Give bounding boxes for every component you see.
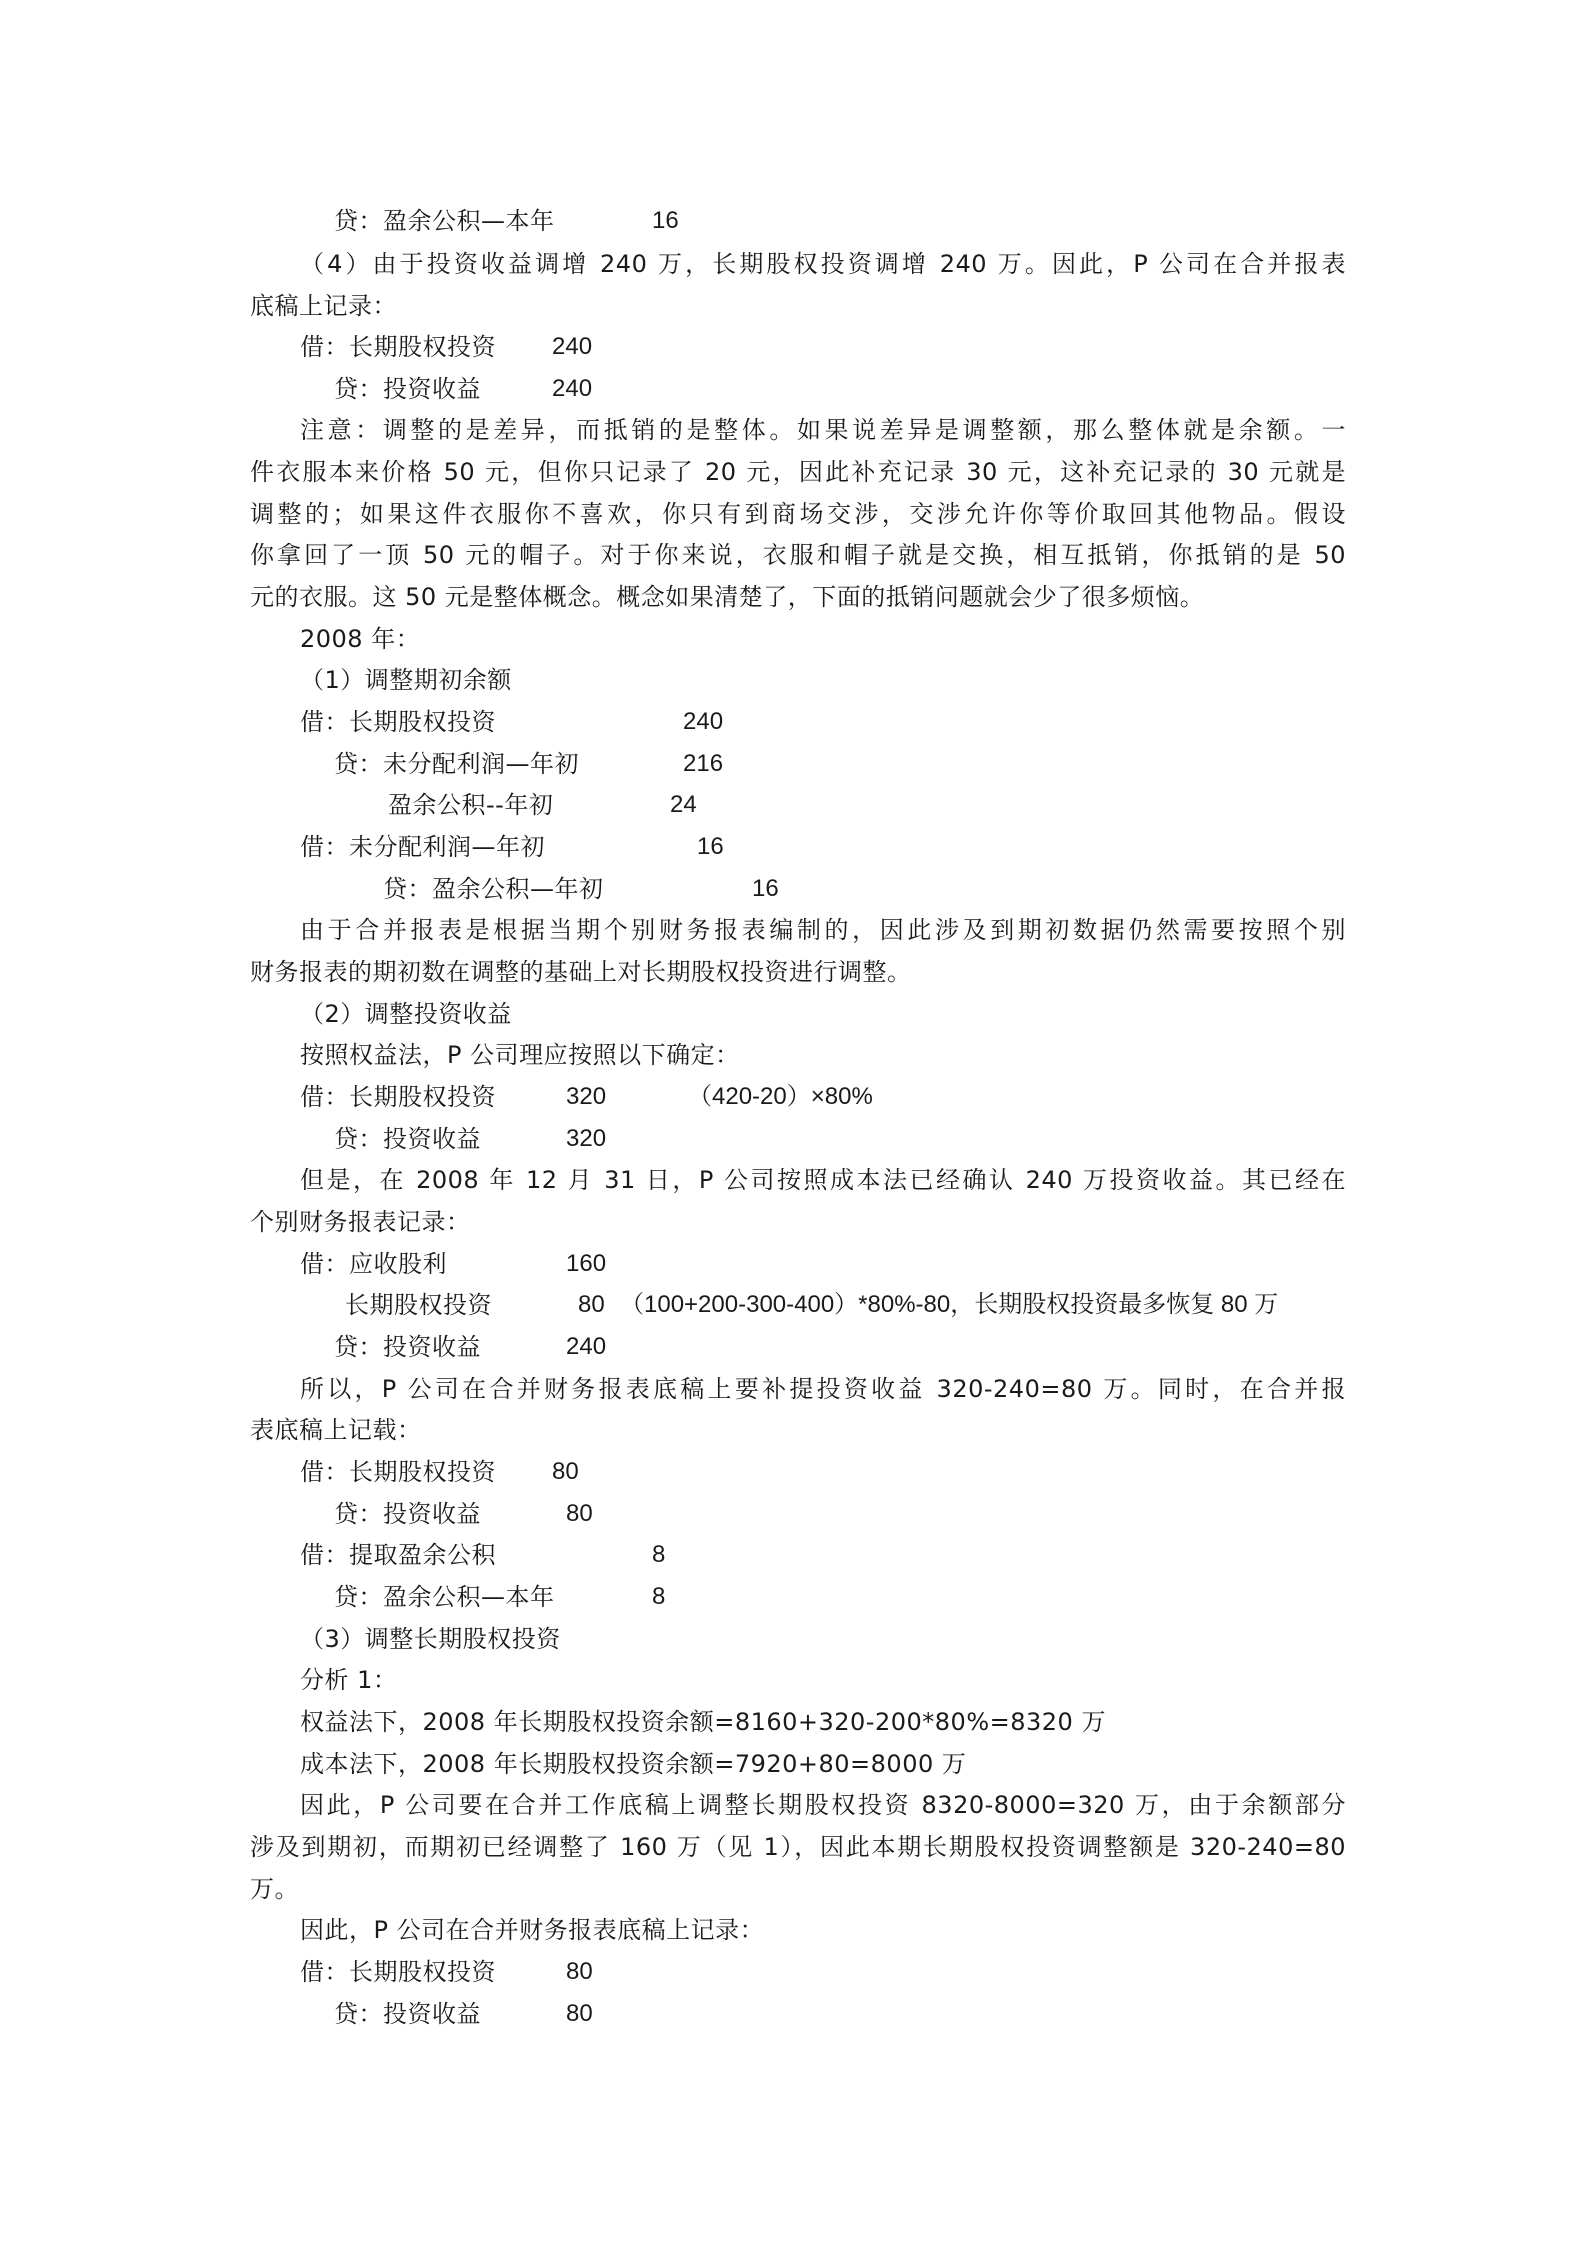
journal-debit-line: 借：长期股权投资	[300, 1458, 496, 1486]
journal-debit-line: 借：长期股权投资	[300, 1083, 496, 1111]
paragraph-line: 因此，P 公司在合并财务报表底稿上记录：	[300, 1916, 765, 1944]
journal-debit-line: 借：应收股利	[300, 1250, 447, 1278]
paragraph-line: 财务报表的期初数在调整的基础上对长期股权投资进行调整。	[250, 958, 912, 986]
paragraph-line: 所以，P 公司在合并财务报表底稿上要补提投资收益 320-240=80 万。同时，在合并报	[300, 1375, 1346, 1403]
journal-note: （100+200-300-400）*80%-80，长期股权投资最多恢复 80 万	[620, 1291, 1279, 1318]
section-heading: （2）调整投资收益	[300, 1000, 512, 1028]
paragraph-line: 按照权益法，P 公司理应按照以下确定：	[300, 1041, 740, 1069]
journal-amount: 80	[552, 1458, 579, 1485]
paragraph-line: 由于合并报表是根据当期个别财务报表编制的，因此涉及到期初数据仍然需要按照个别	[300, 916, 1346, 944]
paragraph-line: 权益法下，2008 年长期股权投资余额=8160+320-200*80%=8320 万	[300, 1708, 1106, 1736]
paragraph-line: 你拿回了一顶 50 元的帽子。对于你来说，衣服和帽子就是交换，相互抵销，你抵销的是 50	[250, 541, 1346, 569]
journal-amount: 80	[566, 1958, 593, 1985]
journal-amount: 320	[566, 1083, 607, 1110]
journal-debit-line: 长期股权投资	[345, 1291, 492, 1319]
journal-amount: 80	[578, 1291, 605, 1318]
journal-credit-line: 贷：未分配利润—年初	[334, 750, 579, 778]
journal-amount: 24	[670, 791, 697, 818]
paragraph-line: 成本法下，2008 年长期股权投资余额=7920+80=8000 万	[300, 1750, 967, 1778]
journal-amount: 160	[566, 1250, 607, 1277]
journal-credit-line: 贷：投资收益	[334, 375, 481, 403]
paragraph-line: 涉及到期初，而期初已经调整了 160 万（见 1），因此本期长期股权投资调整额是 320-240=80	[250, 1833, 1346, 1861]
journal-credit-line: 贷：投资收益	[334, 1125, 481, 1153]
journal-credit-line: 贷：盈余公积—本年	[334, 207, 555, 235]
paragraph-line: 因此，P 公司要在合并工作底稿上调整长期股权投资 8320-8000=320 万，由于余额部分	[300, 1791, 1346, 1819]
journal-amount: 320	[566, 1125, 607, 1152]
journal-amount: 16	[752, 875, 779, 902]
journal-amount: 80	[566, 1500, 593, 1527]
paragraph-line: 万。	[250, 1875, 299, 1903]
paragraph-line: 件衣服本来价格 50 元，但你只记录了 20 元，因此补充记录 30 元，这补充记录的 30 元就是	[250, 458, 1346, 486]
journal-amount: 80	[566, 2000, 593, 2027]
journal-credit-line: 贷：盈余公积—年初	[383, 875, 604, 903]
paragraph-line: 分析 1：	[300, 1666, 398, 1694]
journal-amount: 240	[552, 333, 593, 360]
journal-debit-line: 借：长期股权投资	[300, 708, 496, 736]
journal-credit-line: 贷：盈余公积—本年	[334, 1583, 555, 1611]
section-heading: （3）调整长期股权投资	[300, 1625, 561, 1653]
journal-amount: 240	[683, 708, 724, 735]
section-heading: （1）调整期初余额	[300, 666, 512, 694]
paragraph-line: 表底稿上记载：	[250, 1416, 422, 1444]
journal-debit-line: 借：提取盈余公积	[300, 1541, 496, 1569]
journal-amount: 16	[697, 833, 724, 860]
paragraph-line: 但是，在 2008 年 12 月 31 日，P 公司按照成本法已经确认 240 万投资收益。其已经在	[300, 1166, 1346, 1194]
journal-credit-line: 贷：投资收益	[334, 2000, 481, 2028]
journal-amount: 216	[683, 750, 724, 777]
paragraph-line: 元的衣服。这 50 元是整体概念。概念如果清楚了，下面的抵销问题就会少了很多烦恼。	[250, 583, 1205, 611]
journal-credit-line: 贷：投资收益	[334, 1500, 481, 1528]
journal-amount: 16	[652, 207, 679, 234]
journal-amount: 240	[552, 375, 593, 402]
journal-amount: 8	[652, 1541, 666, 1568]
paragraph-line: 个别财务报表记录：	[250, 1208, 471, 1236]
journal-amount: 8	[652, 1583, 666, 1610]
journal-debit-line: 借：长期股权投资	[300, 1958, 496, 1986]
journal-credit-line: 贷：投资收益	[334, 1333, 481, 1361]
paragraph-line: 注意：调整的是差异，而抵销的是整体。如果说差异是调整额，那么整体就是余额。一	[300, 416, 1346, 444]
journal-credit-line: 盈余公积--年初	[388, 791, 554, 819]
paragraph-line: （4）由于投资收益调增 240 万，长期股权投资调增 240 万。因此，P 公司在合并报表	[300, 250, 1346, 278]
journal-amount: 240	[566, 1333, 607, 1360]
journal-debit-line: 借：长期股权投资	[300, 333, 496, 361]
year-heading: 2008 年：	[300, 625, 421, 653]
paragraph-line: 调整的；如果这件衣服你不喜欢，你只有到商场交涉，交涉允许你等价取回其他物品。假设	[250, 500, 1346, 528]
journal-debit-line: 借：未分配利润—年初	[300, 833, 545, 861]
journal-note: （420-20）×80%	[688, 1083, 873, 1110]
paragraph-line: 底稿上记录：	[250, 292, 397, 320]
